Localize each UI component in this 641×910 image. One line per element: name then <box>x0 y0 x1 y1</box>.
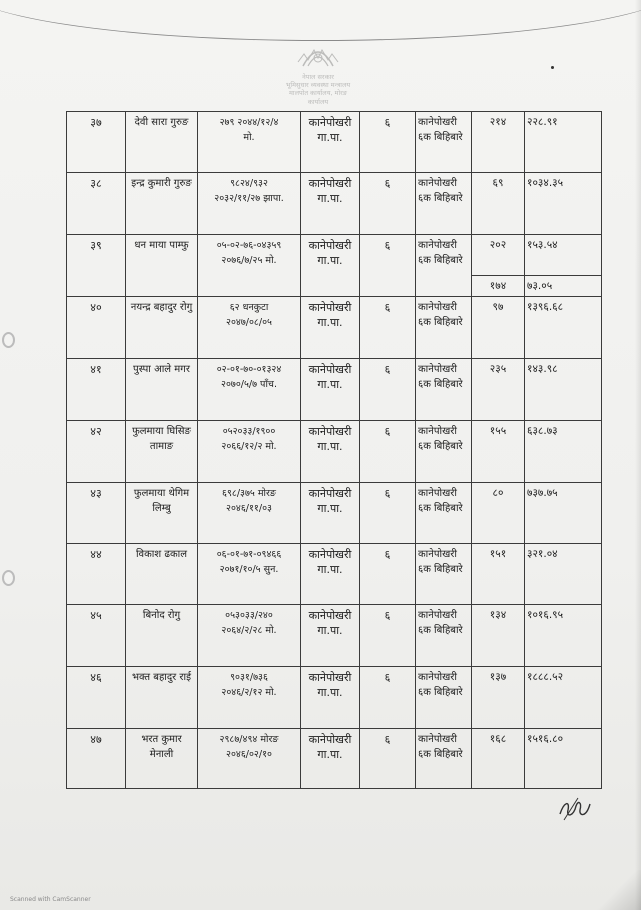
table-row <box>67 112 602 173</box>
citizenship-info <box>198 483 301 544</box>
land-location <box>416 729 472 789</box>
municipality <box>301 605 360 667</box>
citizenship-info-line: २०४७/०८/०५ <box>226 317 272 328</box>
serial-number: ४६ <box>67 667 126 729</box>
table-row <box>67 297 602 359</box>
ward-number: ६ <box>360 605 416 667</box>
kitta-number: १३७ <box>472 667 525 729</box>
serial-number: ४१ <box>67 359 126 421</box>
citizenship-info-line: ६२ धनकुटा <box>229 302 269 313</box>
land-location <box>416 421 472 483</box>
office-seal <box>268 36 368 108</box>
seal-line-1: नेपाल सरकार <box>302 73 334 81</box>
citizenship-info-line: ९०३१/७३६ <box>230 672 268 683</box>
citizenship-info-line: २०७१/१०/५ सुन. <box>219 564 279 575</box>
owner-name-line: मेनाली <box>149 749 174 760</box>
ward-number: ६ <box>360 544 416 605</box>
municipality-line: गा.पा. <box>317 686 343 699</box>
citizenship-info-line: ०५३०३३/२४० <box>225 610 273 621</box>
kitta-number: १६८ <box>472 729 525 789</box>
owner-name: नयन्द्र बहादुर रोगु <box>126 297 198 359</box>
municipality-line: गा.पा. <box>317 563 343 576</box>
citizenship-info <box>198 297 301 359</box>
municipality <box>301 483 360 544</box>
citizenship-info-line: ६९८/३७५ मोरङ <box>222 488 276 499</box>
page-corner-shadow <box>591 870 641 910</box>
table-row <box>67 544 602 605</box>
table-row <box>67 605 602 667</box>
municipality <box>301 235 360 297</box>
owner-name-line: तामाङ <box>149 441 174 452</box>
owner-name: धन माया पाम्फु <box>126 235 198 297</box>
citizenship-info-line: ०५-०२-७६-०४३५९ <box>216 240 282 251</box>
owner-name: विकाश ढकाल <box>126 544 198 605</box>
citizenship-info-line: २०७६/७/२५ मो. <box>221 255 277 266</box>
citizenship-info-line: २०४६/२/१२ मो. <box>221 687 277 698</box>
land-location-line: कानेपोखरी <box>418 426 457 437</box>
ward-number: ६ <box>360 235 416 297</box>
land-area: १५३.५४ <box>525 235 602 276</box>
citizenship-info <box>198 667 301 729</box>
serial-number: ४४ <box>67 544 126 605</box>
citizenship-info <box>198 544 301 605</box>
land-location-line: ६क बिहिबारे <box>418 564 463 575</box>
table-row <box>67 421 602 483</box>
land-location <box>416 173 472 235</box>
municipality-line: कानेपोखरी <box>308 177 352 190</box>
kitta-number: ६९ <box>472 173 525 235</box>
land-location-line: ६क बिहिबारे <box>418 193 463 204</box>
municipality-line: कानेपोखरी <box>308 425 352 438</box>
table-row <box>67 173 602 235</box>
municipality <box>301 173 360 235</box>
land-location-line: कानेपोखरी <box>418 240 457 251</box>
land-location <box>416 359 472 421</box>
owner-name: इन्द्र कुमारी गुरुङ <box>126 173 198 235</box>
land-location-line: ६क बिहिबारे <box>418 255 463 266</box>
kitta-number: ८० <box>472 483 525 544</box>
owner-name: भक्त बहादुर राई <box>126 667 198 729</box>
land-area: १०१६.९५ <box>525 605 602 667</box>
ink-dot <box>551 66 554 69</box>
citizenship-info-line: २०६६/१२/२ मो. <box>221 441 277 452</box>
municipality <box>301 421 360 483</box>
emblem-icon <box>268 36 368 76</box>
land-location-line: कानेपोखरी <box>418 488 457 499</box>
table-row <box>67 483 602 544</box>
land-area: १०३४.३५ <box>525 173 602 235</box>
ward-number: ६ <box>360 483 416 544</box>
citizenship-info-line: २०३२/११/२७ झापा. <box>214 193 284 204</box>
land-location-line: कानेपोखरी <box>418 178 457 189</box>
land-area: ३२१.०४ <box>525 544 602 605</box>
serial-number: ४५ <box>67 605 126 667</box>
land-area: १४३.९८ <box>525 359 602 421</box>
municipality-line: कानेपोखरी <box>308 671 352 684</box>
land-location <box>416 483 472 544</box>
citizenship-info <box>198 173 301 235</box>
owner-name-line: फुलमाया घिसिङ <box>132 426 191 437</box>
citizenship-info-line: ०६-०१-७१-०९४६६ <box>216 549 282 560</box>
citizenship-info-line: ०२-०१-७०-०१३२४ <box>216 364 282 375</box>
citizenship-info-line: २९८७/४९४ मोरङ <box>219 734 279 745</box>
seal-line-2: भूमिसुधार व्यवस्था मन्त्रालय <box>285 81 351 89</box>
ward-number: ६ <box>360 297 416 359</box>
municipality-line: गा.पा. <box>317 624 343 637</box>
kitta-number: २१४ <box>472 112 525 173</box>
owner-name <box>126 483 198 544</box>
land-area: ७३७.७५ <box>525 483 602 544</box>
municipality <box>301 112 360 173</box>
land-location <box>416 235 472 297</box>
land-location-line: ६क बिहिबारे <box>418 441 463 452</box>
table-body <box>67 112 602 789</box>
municipality-line: गा.पा. <box>317 316 343 329</box>
serial-number: ४३ <box>67 483 126 544</box>
land-area: १८८८.५२ <box>525 667 602 729</box>
land-area: १५१६.८० <box>525 729 602 789</box>
land-location-line: कानेपोखरी <box>418 672 457 683</box>
page-fold-line <box>0 0 641 41</box>
municipality-line: कानेपोखरी <box>308 487 352 500</box>
seal-line-3: मालपोत कार्यालय, मोरङ <box>289 89 347 97</box>
kitta-number: १७४ <box>472 276 525 297</box>
ward-number: ६ <box>360 173 416 235</box>
land-location <box>416 667 472 729</box>
municipality-line: कानेपोखरी <box>308 548 352 561</box>
citizenship-info-line: २०४६/०२/१० <box>226 749 272 760</box>
municipality <box>301 297 360 359</box>
municipality-line: गा.पा. <box>317 131 343 144</box>
land-location <box>416 544 472 605</box>
municipality <box>301 667 360 729</box>
owner-name-line: भरत कुमार <box>141 734 182 745</box>
land-location-line: ६क बिहिबारे <box>418 625 463 636</box>
signature-mark <box>556 796 596 824</box>
ward-number: ६ <box>360 729 416 789</box>
kitta-number: १३४ <box>472 605 525 667</box>
land-location <box>416 297 472 359</box>
seal-line-4: कार्यालय <box>307 98 329 106</box>
citizenship-info-line: २०६४/२/२८ मो. <box>221 625 277 636</box>
citizenship-info-line: २७९ २०४४/१२/४ <box>219 117 279 128</box>
table-row <box>67 667 602 729</box>
land-location-line: ६क बिहिबारे <box>418 317 463 328</box>
land-location-line: ६क बिहिबारे <box>418 503 463 514</box>
citizenship-info <box>198 359 301 421</box>
land-area: ७३.०५ <box>525 276 602 297</box>
land-location-line: कानेपोखरी <box>418 549 457 560</box>
municipality-line: गा.पा. <box>317 440 343 453</box>
land-location-line: कानेपोखरी <box>418 734 457 745</box>
punch-hole-top <box>2 332 15 348</box>
serial-number: ४० <box>67 297 126 359</box>
ward-number: ६ <box>360 112 416 173</box>
kitta-number: १५१ <box>472 544 525 605</box>
land-location-line: कानेपोखरी <box>418 117 457 128</box>
ward-number: ६ <box>360 667 416 729</box>
citizenship-info-line: २०४६/११/०३ <box>226 503 272 514</box>
owner-name-line: फुलमाया थेगिम <box>133 488 190 499</box>
citizenship-info <box>198 112 301 173</box>
citizenship-info <box>198 235 301 297</box>
municipality-line: कानेपोखरी <box>308 239 352 252</box>
land-area: ६३८.७३ <box>525 421 602 483</box>
punch-hole-bottom <box>2 570 15 586</box>
citizenship-info <box>198 421 301 483</box>
citizenship-info <box>198 605 301 667</box>
page-edge-shadow <box>635 0 641 910</box>
municipality-line: गा.पा. <box>317 748 343 761</box>
serial-number: ३८ <box>67 173 126 235</box>
land-location-line: कानेपोखरी <box>418 610 457 621</box>
municipality-line: गा.पा. <box>317 192 343 205</box>
land-location-line: ६क बिहिबारे <box>418 749 463 760</box>
citizenship-info-line: २०७०/५/७ पाँच. <box>221 379 277 390</box>
municipality-line: कानेपोखरी <box>308 301 352 314</box>
citizenship-info <box>198 729 301 789</box>
municipality-line: कानेपोखरी <box>308 116 352 129</box>
land-location-line: ६क बिहिबारे <box>418 687 463 698</box>
municipality-line: गा.पा. <box>317 502 343 515</box>
land-area: २२८.९१ <box>525 112 602 173</box>
municipality <box>301 544 360 605</box>
municipality-line: कानेपोखरी <box>308 733 352 746</box>
municipality <box>301 359 360 421</box>
municipality-line: कानेपोखरी <box>308 609 352 622</box>
citizenship-info-line: मो. <box>243 132 255 143</box>
kitta-number: १५५ <box>472 421 525 483</box>
table-row <box>67 359 602 421</box>
table-row <box>67 235 602 276</box>
owner-name <box>126 421 198 483</box>
land-area: १३९६.६८ <box>525 297 602 359</box>
land-location-line: ६क बिहिबारे <box>418 132 463 143</box>
land-location <box>416 112 472 173</box>
owner-name: पुस्पा आले मगर <box>126 359 198 421</box>
land-location-line: कानेपोखरी <box>418 302 457 313</box>
citizenship-info-line: ९८२४/९३२ <box>230 178 268 189</box>
owner-name: बिनोद रोगु <box>126 605 198 667</box>
land-location-line: कानेपोखरी <box>418 364 457 375</box>
municipality-line: गा.पा. <box>317 254 343 267</box>
ward-number: ६ <box>360 359 416 421</box>
kitta-number: २०२ <box>472 235 525 276</box>
kitta-number: ९७ <box>472 297 525 359</box>
municipality-line: कानेपोखरी <box>308 363 352 376</box>
kitta-number: २३५ <box>472 359 525 421</box>
owner-name <box>126 729 198 789</box>
serial-number: ३९ <box>67 235 126 297</box>
land-location-line: ६क बिहिबारे <box>418 379 463 390</box>
municipality <box>301 729 360 789</box>
scanner-watermark: Scanned with CamScanner <box>10 896 91 903</box>
serial-number: ४७ <box>67 729 126 789</box>
serial-number: ३७ <box>67 112 126 173</box>
citizenship-info-line: ०५२०३३/१९०० <box>222 426 276 437</box>
serial-number: ४२ <box>67 421 126 483</box>
owner-name: देवी सारा गुरुङ <box>126 112 198 173</box>
table-row <box>67 729 602 789</box>
owner-name-line: लिम्बु <box>152 503 171 514</box>
ward-number: ६ <box>360 421 416 483</box>
land-location <box>416 605 472 667</box>
land-record-table <box>66 111 602 789</box>
municipality-line: गा.पा. <box>317 378 343 391</box>
